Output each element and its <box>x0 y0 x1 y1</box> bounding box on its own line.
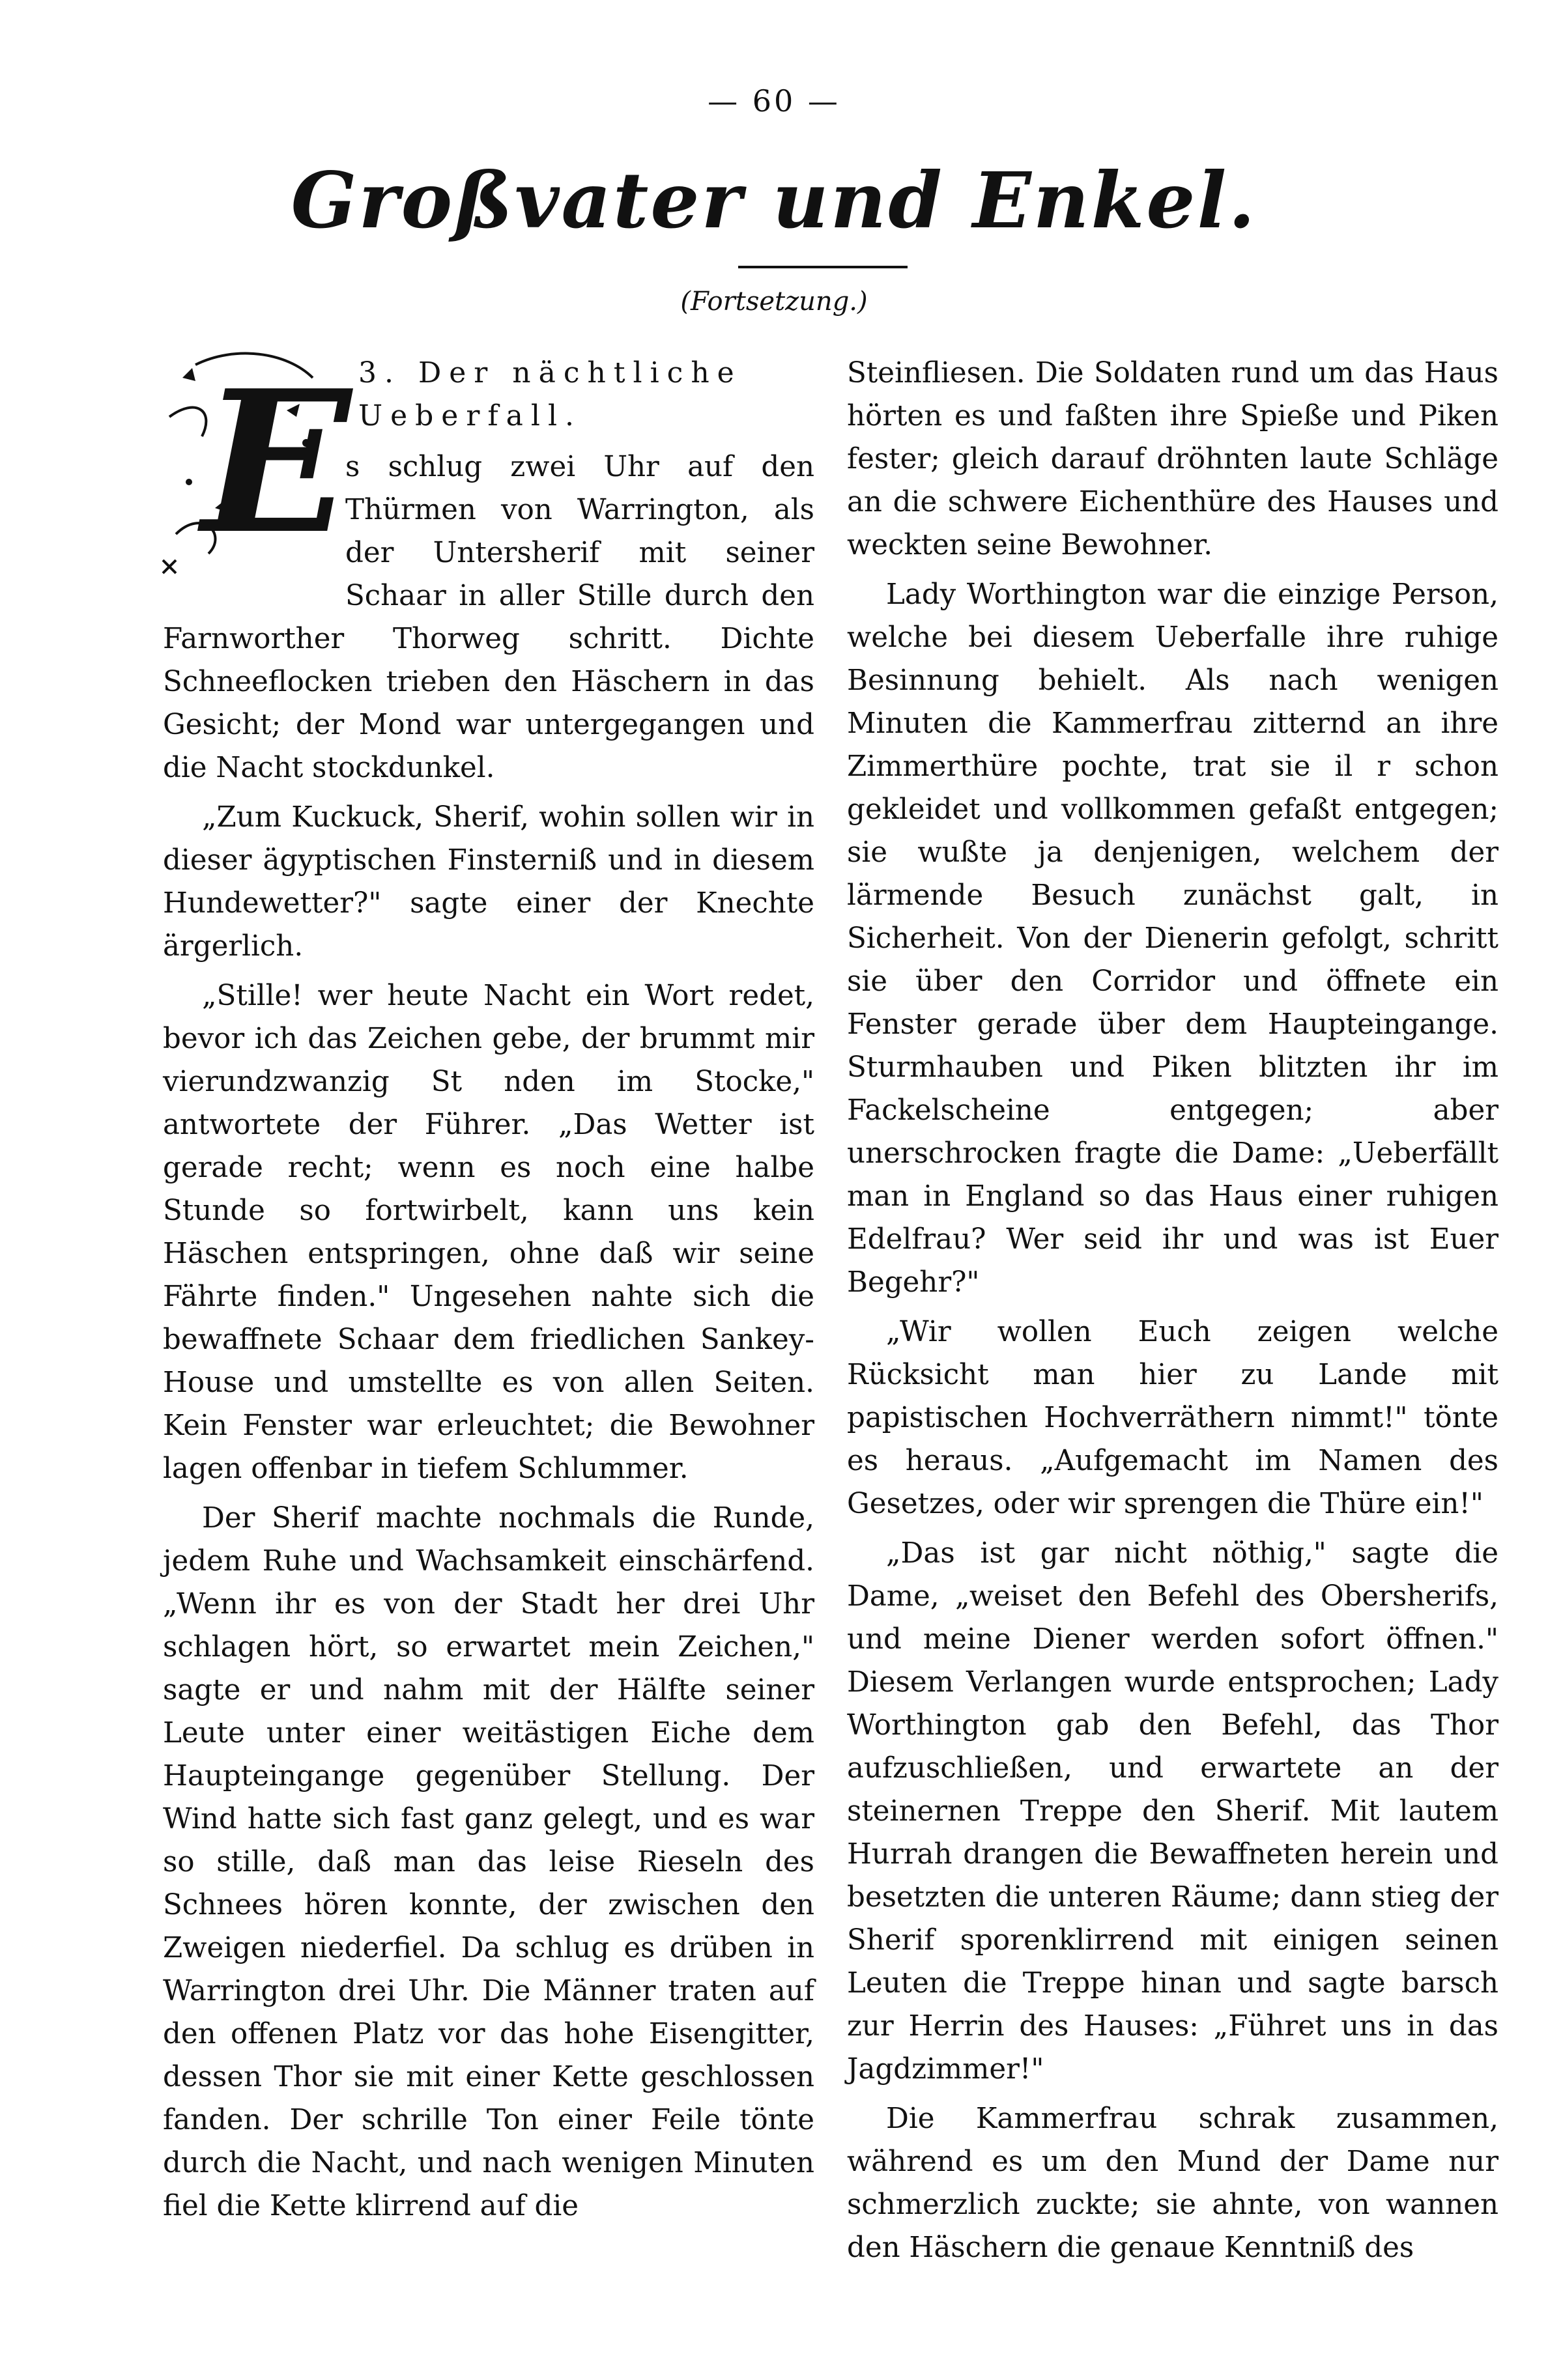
page-number: — 60 — <box>708 83 840 119</box>
drop-cap-letter: E <box>202 347 351 577</box>
title-divider <box>738 266 908 268</box>
paragraph: Die Kammerfrau schrak zusammen, während es um den Mund der Dame nur schmerzlich zuckte; sie ahnte, von wannen den Häschern die genaue Kenntniß des <box>847 2103 1498 2264</box>
paragraph: Steinfliesen. Die Soldaten rund um das Haus hörten es und faßten ihre Spieße und Piken fester; gleich darauf dröhnten laute Schläge an die schwere Eichenthüre des Hauses und weckten seine Bewohner. <box>847 357 1498 561</box>
paragraph: „Das ist gar nicht nöthig," sagte die Dame, „weiset den Befehl des Obersherifs, und meine Diener werden sofort öffnen." Diesem Verlangen wurde entsprochen; Lady Worthington gab den Befehl, das Thor aufzuschließen, und erwartete an der steinernen Treppe den Sherif. Mit lautem Hurrah drangen die Bewaffneten herein und besetzten die unteren Räume; dann stieg der Sherif sporenklirrend mit einigen seinen Leuten die Treppe hinan und sagte barsch zur Herrin des Hauses: „Führet uns in das Jagdzimmer!" <box>847 1537 1498 2086</box>
paragraph: Der Sherif machte nochmals die Runde, jedem Ruhe und Wachsamkeit einschärfend. „Wenn ihr es von der Stadt her drei Uhr schlagen hört, so erwartet mein Zeichen," sagte er und nahm mit der Hälfte seiner Leute unter einer weitästigen Eiche dem Haupteingange gegenüber Stellung. Der Wind hatte sich fast ganz gelegt, und es war so stille, daß man das leise Rieseln des Schnees hören konnte, der zwischen den Zweigen niederfiel. Da schlug es drüben in Warrington drei Uhr. Die Männer traten auf den offenen Platz vor das hohe Eisengitter, dessen Thor sie mit einer Kette geschlossen fanden. Der schrille Ton einer Feile tönte durch die Nacht, und nach wenigen Minuten fiel die Kette klirrend auf die <box>163 1502 814 2222</box>
paragraph: „Wir wollen Euch zeigen welche Rücksicht man hier zu Lande mit papistischen Hochverräthern nimmt!" tönte es heraus. „Aufgemacht im Namen des Gesetzes, oder wir sprengen die Thüre ein!" <box>847 1316 1498 1520</box>
right-column <box>847 352 1498 2276</box>
paragraph: Lady Worthington war die einzige Person, welche bei diesem Ueberfalle ihre ruhige Besinnung behielt. Als nach wenigen Minuten die Kammerfrau zitternd an ihre Zimmerthüre pochte, trat sie il r schon gekleidet und vollkommen gefaßt entgegen; sie wußte ja denjenigen, welchem der lärmende Besuch zunächst galt, in Sicherheit. Von der Dienerin gefolgt, schritt sie über den Corridor und öffnete ein Fenster gerade über dem Haupteingange. Sturmhauben und Piken blitzten ihr im Fackelscheine entgegen; aber unerschrocken fragte die Dame: „Ueberfällt man in England so das Haus einer ruhigen Edelfrau? Wer seid ihr und was ist Euer Begehr?" <box>847 578 1498 1299</box>
subtitle: (Fortsetzung.) <box>680 287 868 317</box>
chapter-heading: 3. Der nächtliche Ueberfall. <box>358 356 742 432</box>
paragraph: „Stille! wer heute Nacht ein Wort redet, bevor ich das Zeichen gebe, der brummt mir vierundzwanzig St nden im Stocke," antwortete der Führer. „Das Wetter ist gerade recht; wenn es noch eine halbe Stunde so fortwirbelt, kann uns kein Häschen entspringen, ohne daß wir seine Fährte finden." Ungesehen nahte sich die bewaffnete Schaar dem friedlichen Sankey-House und umstellte es von allen Seiten. Kein Fenster war erleuchtet; die Bewohner lagen offenbar in tiefem Schlummer. <box>163 980 814 1485</box>
paragraph: „Zum Kuckuck, Sherif, wohin sollen wir in dieser ägyptischen Finsterniß und in diesem Hundewetter?" sagte einer der Knechte ärgerlich. <box>163 801 814 963</box>
paragraph: s schlug zwei Uhr auf den Thürmen von Warrington, als der Untersherif mit seiner Schaar in aller Stille durch den Farnworther Thorweg schritt. Dichte Schneeflocken trieben den Häschern in das Gesicht; der Mond war untergegangen und die Nacht stockdunkel. <box>163 451 814 784</box>
left-column <box>163 347 814 2234</box>
ornamental-initial <box>156 339 351 599</box>
page-title: Großvater und Enkel. <box>291 155 1257 246</box>
